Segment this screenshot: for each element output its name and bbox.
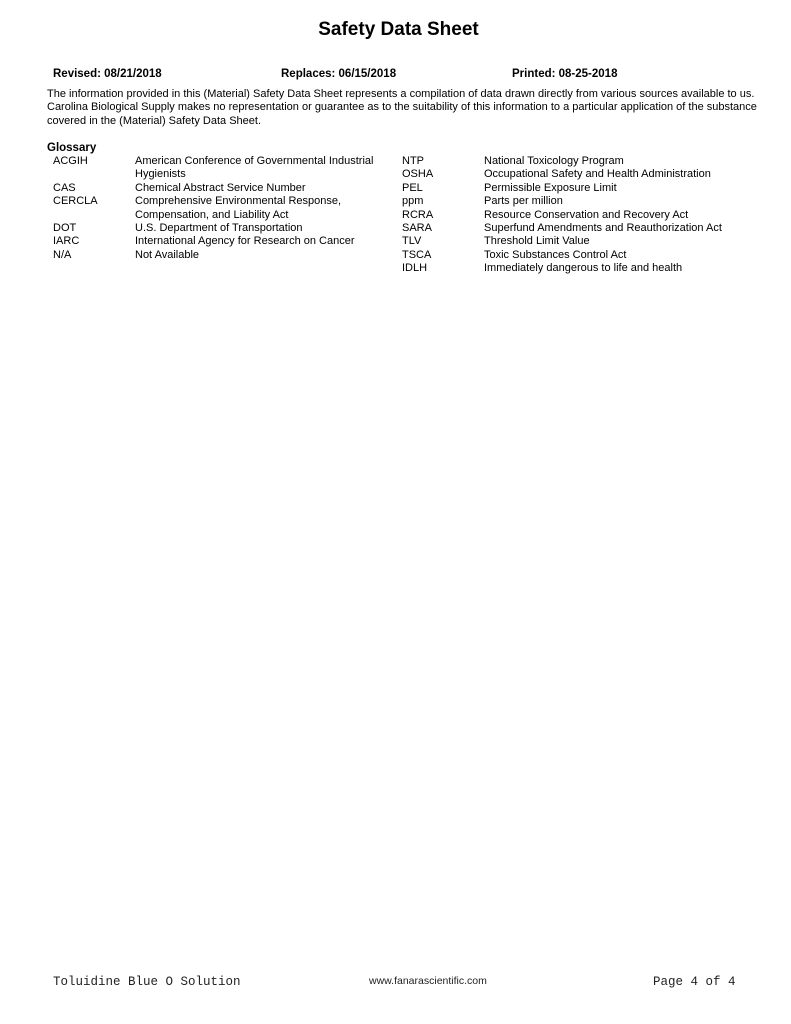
glossary-entry (402, 182, 752, 195)
printed-date: Printed: 08-25-2018 (512, 68, 618, 80)
disclaimer-paragraph: The information provided in this (Material) Safety Data Sheet represents a compilation of data drawn directly from various sources available to us. Carolina Biological Supply makes no representation or guarantee as to the suitability of this information to a particular application of the substance covered in the (Material) Safety Data Sheet. (47, 88, 757, 127)
glossary-term: OSHA (402, 168, 434, 181)
glossary-definition: Comprehensive Environmental Response, Compensation, and Liability Act (135, 195, 342, 221)
glossary-term: NTP (402, 155, 424, 167)
glossary-term: CAS (53, 181, 76, 194)
glossary-definition: Resource Conservation and Recovery Act (484, 208, 689, 221)
glossary-entry (53, 222, 388, 235)
glossary-definition: Immediately dangerous to life and health (484, 262, 683, 275)
glossary-definition: Chemical Abstract Service Number (135, 181, 306, 194)
glossary-term: ppm (402, 195, 424, 208)
revised-date: Revised: 08/21/2018 (53, 68, 162, 80)
glossary-entry (402, 262, 752, 275)
glossary-term: N/A (53, 248, 72, 261)
glossary-right-column (402, 155, 752, 276)
glossary-term: CERCLA (53, 195, 98, 208)
glossary-term: TLV (402, 235, 422, 248)
glossary-definition: Occupational Safety and Health Administration (484, 168, 711, 181)
glossary-definition: American Conference of Governmental Industrial Hygienists (135, 155, 374, 181)
glossary-term: RCRA (402, 208, 434, 221)
glossary-term: SARA (402, 222, 432, 235)
glossary-entry (53, 235, 388, 248)
glossary-definition: Parts per million (484, 195, 563, 208)
glossary-entry (402, 195, 752, 208)
glossary-term: IARC (53, 235, 80, 248)
glossary-entry (402, 249, 752, 262)
glossary-entry (53, 182, 388, 195)
glossary-entry (53, 155, 388, 182)
glossary-entry (402, 222, 752, 235)
page-title: Safety Data Sheet (318, 19, 479, 40)
glossary-definition: Superfund Amendments and Reauthorization Act (484, 222, 722, 235)
glossary-definition: Toxic Substances Control Act (484, 248, 627, 261)
footer-page-number: Page 4 of 4 (653, 975, 736, 989)
replaces-date: Replaces: 06/15/2018 (281, 68, 397, 80)
glossary-term: TSCA (402, 248, 432, 261)
glossary-definition: National Toxicology Program (484, 155, 624, 167)
glossary-definition: International Agency for Research on Cancer (135, 235, 355, 248)
glossary-term: ACGIH (53, 155, 88, 167)
glossary-entry (402, 155, 752, 168)
glossary-definition: U.S. Department of Transportation (135, 222, 303, 235)
glossary-entry (402, 168, 752, 181)
glossary-definition: Not Available (135, 248, 200, 261)
footer-website-url: www.fanarascientific.com (369, 975, 487, 987)
glossary-entry (53, 195, 388, 222)
glossary-heading: Glossary (47, 142, 97, 154)
glossary-term: PEL (402, 181, 423, 194)
glossary-definition: Threshold Limit Value (484, 235, 590, 248)
glossary-left-column (53, 155, 388, 262)
glossary-term: DOT (53, 222, 77, 235)
footer-product-name: Toluidine Blue O Solution (53, 975, 241, 989)
glossary-definition: Permissible Exposure Limit (484, 181, 617, 194)
glossary-entry (402, 235, 752, 248)
glossary-entry (402, 209, 752, 222)
glossary-entry (53, 249, 388, 262)
glossary-term: IDLH (402, 262, 428, 275)
